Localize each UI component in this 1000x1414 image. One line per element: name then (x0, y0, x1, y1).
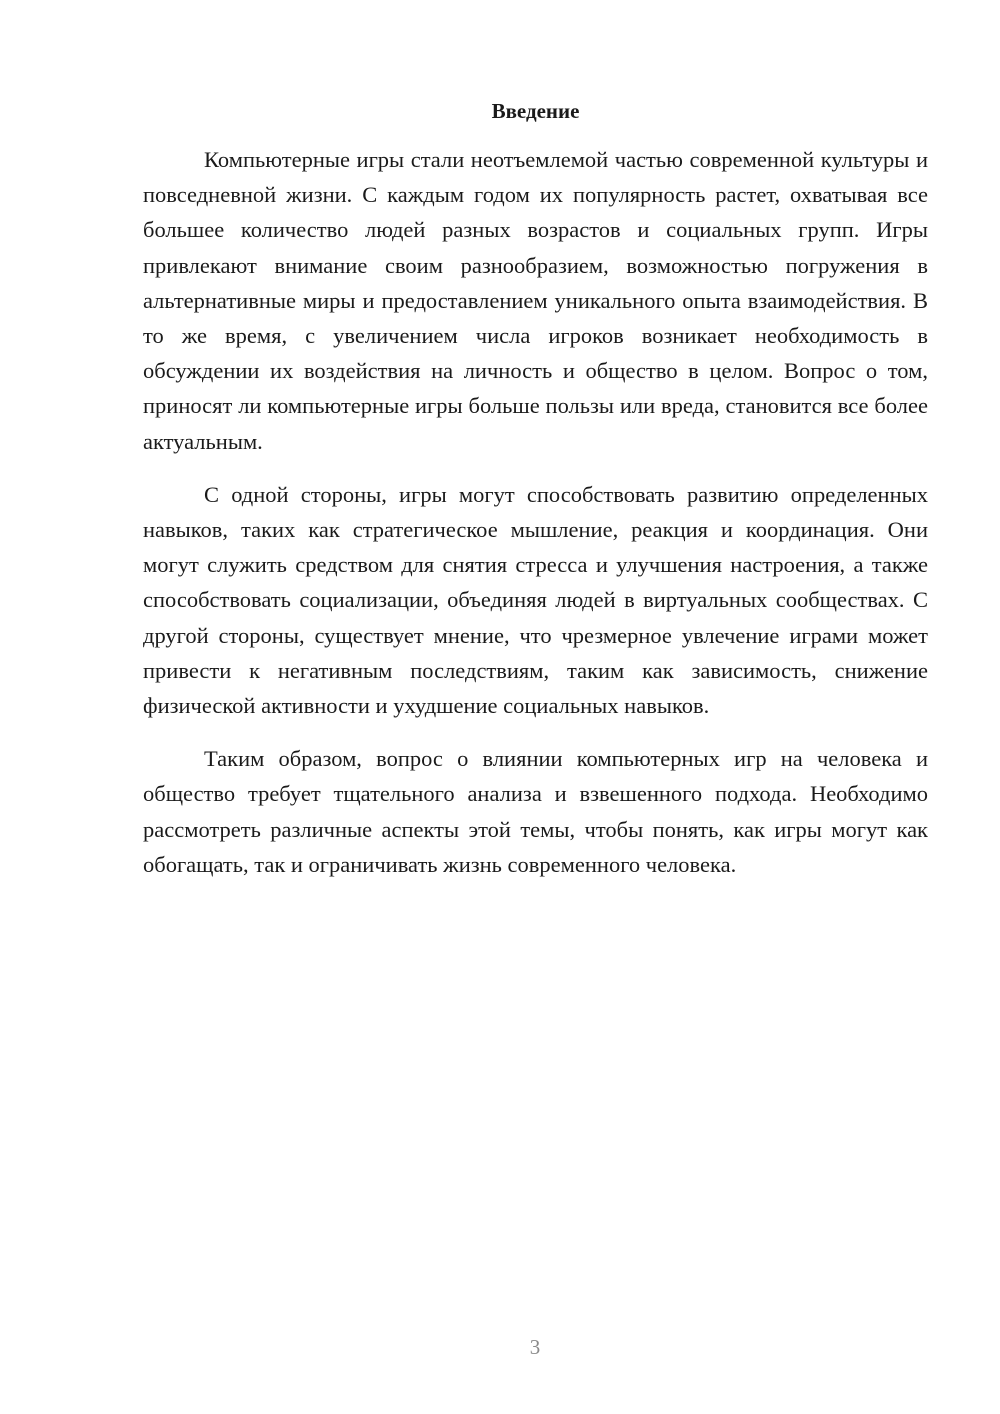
paragraph-1: Компьютерные игры стали неотъемлемой частью современной культуры и повседневной жизни. С каждым годом их популярность растет, охватывая все большее количество людей разных возрастов и социальных групп. Игры привлекают внимание своим разнообразием, возможностью погружения в альтернативные миры и предоставлением уникального опыта взаимодействия. В то же время, с увеличением числа игроков возникает необходимость в обсуждении их воздействия на личность и общество в целом. Вопрос о том, приносят ли компьютерные игры больше пользы или вреда, становится все более актуальным. (143, 147, 928, 454)
paragraph-2: С одной стороны, игры могут способствовать развитию определенных навыков, таких как стратегическое мышление, реакция и координация. Они могут служить средством для снятия стресса и улучшения настроения, а также способствовать социализации, объединяя людей в виртуальных сообществах. С другой стороны, существует мнение, что чрезмерное увлечение играми может привести к негативным последствиям, таким как зависимость, снижение физической активности и ухудшение социальных навыков. (143, 481, 928, 719)
section-heading: Введение (491, 99, 580, 123)
paragraph-3: Таким образом, вопрос о влиянии компьютерных игр на человека и общество требует тщательного анализа и взвешенного подхода. Необходимо рассмотреть различные аспекты этой темы, чтобы понять, как игры могут как обогащать, так и ограничивать жизнь современного человека. (143, 746, 928, 877)
body-text (143, 142, 928, 900)
page-number: 3 (529, 1335, 541, 1359)
